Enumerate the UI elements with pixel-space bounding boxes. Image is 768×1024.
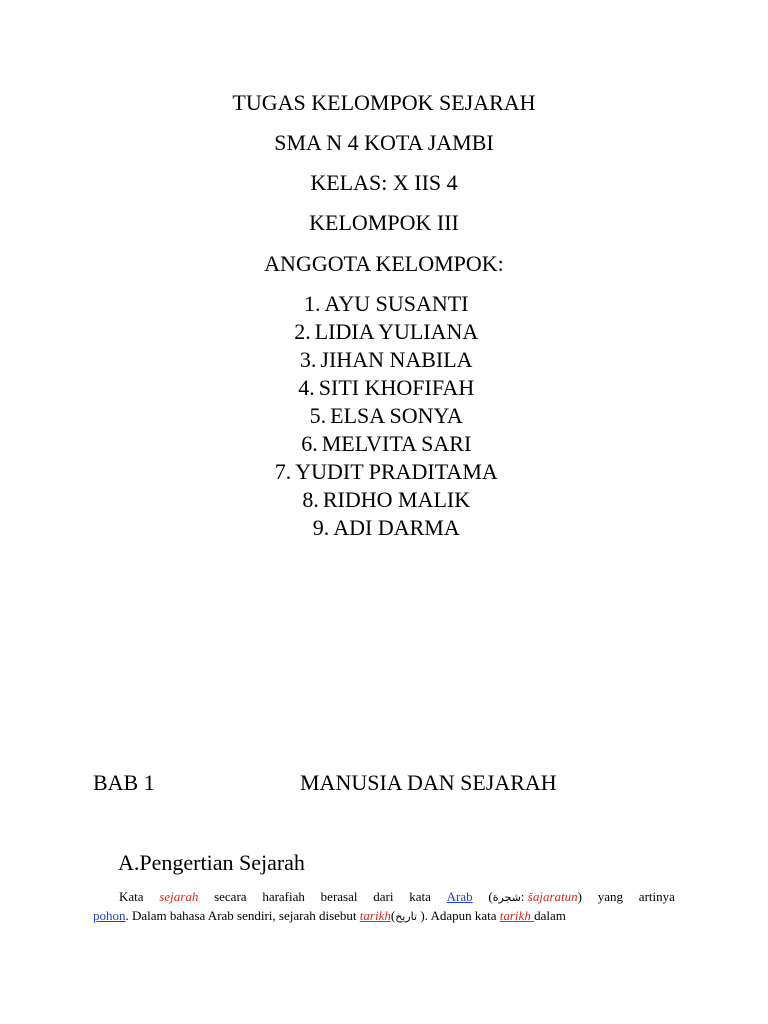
paren-open: ( xyxy=(488,889,493,904)
paragraph-text: ). Adapun kata xyxy=(417,908,497,923)
member-number: 3. xyxy=(299,347,317,372)
section-heading: A.Pengertian Sejarah xyxy=(118,850,305,875)
paren-open: ( xyxy=(390,908,396,923)
term-sajaratun: šajaratun xyxy=(527,889,578,904)
member-number: 4. xyxy=(298,375,315,400)
list-item xyxy=(0,514,768,542)
paragraph-word: Kata xyxy=(119,889,144,904)
paragraph-line-2 xyxy=(93,906,675,927)
paragraph-arabic-group xyxy=(488,887,582,908)
arabic-term: شجرة xyxy=(492,891,521,904)
member-number: 6. xyxy=(301,431,318,456)
list-item xyxy=(0,486,768,514)
paragraph-word: yang xyxy=(597,889,624,904)
list-item xyxy=(0,290,768,318)
cover-class: KELAS: X IIS 4 xyxy=(310,170,458,195)
member-number: 5. xyxy=(309,403,327,428)
list-item xyxy=(0,318,768,346)
colon: : xyxy=(520,889,525,904)
member-name: YUDIT PRADITAMA xyxy=(295,459,498,484)
paragraph-word: artinya xyxy=(638,889,675,904)
paragraph-word: harafiah xyxy=(262,889,305,904)
paren-close: ) xyxy=(577,889,582,904)
paragraph-text: . Dalam bahasa Arab sendiri, sejarah disebut xyxy=(125,908,357,923)
paragraph-word: secara xyxy=(214,889,247,904)
member-name: RIDHO MALIK xyxy=(322,487,471,512)
chapter-number: BAB 1 xyxy=(93,770,155,795)
member-name: ADI DARMA xyxy=(333,515,460,540)
member-name: JIHAN NABILA xyxy=(320,347,473,372)
member-number: 9. xyxy=(312,515,330,540)
arabic-term: تاريخ xyxy=(395,910,418,923)
cover-school: SMA N 4 KOTA JAMBI xyxy=(274,130,494,155)
member-number: 1. xyxy=(303,291,321,316)
member-list xyxy=(0,290,768,542)
paragraph-line-1 xyxy=(93,887,675,908)
cover-title: TUGAS KELOMPOK SEJARAH xyxy=(232,90,536,115)
paragraph-word: kata xyxy=(409,889,431,904)
member-name: ELSA SONYA xyxy=(330,403,463,428)
member-name: AYU SUSANTI xyxy=(324,291,469,316)
paragraph-word: dalam xyxy=(534,908,566,923)
link-arab[interactable]: Arab xyxy=(446,889,473,904)
link-pohon[interactable]: pohon xyxy=(93,908,126,923)
chapter-title: MANUSIA DAN SEJARAH xyxy=(300,770,557,795)
cover-group: KELOMPOK III xyxy=(309,210,459,235)
list-item xyxy=(0,374,768,402)
list-item xyxy=(0,458,768,486)
member-name: MELVITA SARI xyxy=(321,431,472,456)
members-heading: ANGGOTA KELOMPOK: xyxy=(264,251,504,276)
paragraph-word: dari xyxy=(373,889,394,904)
member-name: LIDIA YULIANA xyxy=(314,319,479,344)
member-number: 7. xyxy=(274,459,292,484)
member-name: SITI KHOFIFAH xyxy=(318,375,475,400)
list-item xyxy=(0,430,768,458)
member-number: 2. xyxy=(294,319,311,344)
list-item xyxy=(0,346,768,374)
list-item xyxy=(0,402,768,430)
member-number: 8. xyxy=(302,487,319,512)
link-tarikh-2[interactable]: tarikh xyxy=(499,908,531,923)
term-sejarah: sejarah xyxy=(159,889,199,904)
paragraph-word: berasal xyxy=(320,889,358,904)
link-tarikh[interactable]: tarikh xyxy=(359,908,391,923)
